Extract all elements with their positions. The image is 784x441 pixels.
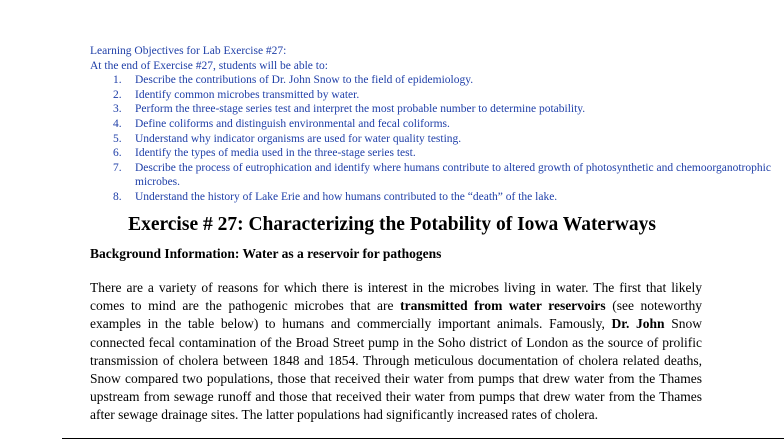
paragraph-emphasis: Dr. John: [611, 316, 665, 332]
objective-text: Understand the history of Lake Erie and how humans contributed to the “death” of the lake.: [135, 190, 558, 203]
objective-item: [90, 102, 780, 117]
objective-text: Understand why indicator organisms are used for water quality testing.: [135, 132, 462, 145]
objective-text: Define coliforms and distinguish environmental and fecal coliforms.: [135, 117, 450, 130]
background-paragraph: [90, 279, 702, 425]
page-title: Exercise # 27: Characterizing the Potability of Iowa Waterways: [128, 214, 656, 235]
objective-item: [90, 146, 780, 161]
paragraph-text: Snow connected fecal contamination of the Broad Street pump in the Soho district of London as the source of prolific transmission of cholera between 1848 and 1854. Through meticulous documentation of cholera related deaths, Snow compared two populations, those that received their water from pumps that drew water from the Thames upstream from sewage runoff and those that received their water from pumps that drew water from the Thames after sewage drainage sites. The latter populations had significantly increased rates of cholera.: [90, 316, 702, 423]
objectives-intro: At the end of Exercise #27, students will be able to:: [90, 59, 328, 72]
objective-item: [90, 132, 780, 147]
objectives-list: [90, 73, 780, 204]
objectives-heading: Learning Objectives for Lab Exercise #27:: [90, 45, 287, 57]
objective-number: 6.: [113, 147, 122, 160]
objective-text: Perform the three-stage series test and interpret the most probable number to determine potability.: [135, 103, 586, 116]
learning-objectives: [90, 44, 780, 205]
objective-text: Describe the process of eutrophication and identify where humans contribute to altered growth of photosynthetic and chemoorganotrophic microbes.: [135, 161, 771, 189]
paragraph-text: (see noteworthy examples in the table below) to humans and commercially important animals. Famously,: [90, 298, 703, 332]
paragraph-text: There are a variety of reasons for which there is interest in the microbes living in water. The first that likely comes to mind are the pathogenic microbes that are: [90, 280, 702, 314]
objective-number: 5.: [113, 132, 122, 145]
objective-text: Describe the contributions of Dr. John Snow to the field of epidemiology.: [135, 74, 474, 87]
paragraph-emphasis: transmitted from water reservoirs: [400, 298, 606, 314]
objective-text: Identify common microbes transmitted by water.: [135, 88, 360, 101]
section-subtitle: Background Information: Water as a reservoir for pathogens: [90, 246, 442, 261]
objective-number: 3.: [113, 103, 122, 116]
objective-number: 2.: [113, 88, 122, 101]
objective-number: 8.: [113, 190, 122, 203]
objective-item: [90, 88, 780, 103]
objective-number: 4.: [113, 117, 122, 130]
objective-item: [90, 161, 780, 190]
objective-item: [90, 190, 780, 205]
objective-item: [90, 117, 780, 132]
objective-number: 7.: [113, 161, 122, 174]
bottom-rule: [62, 438, 784, 439]
objective-item: [90, 73, 780, 88]
objective-number: 1.: [113, 74, 122, 87]
objective-text: Identify the types of media used in the three-stage series test.: [135, 147, 416, 160]
